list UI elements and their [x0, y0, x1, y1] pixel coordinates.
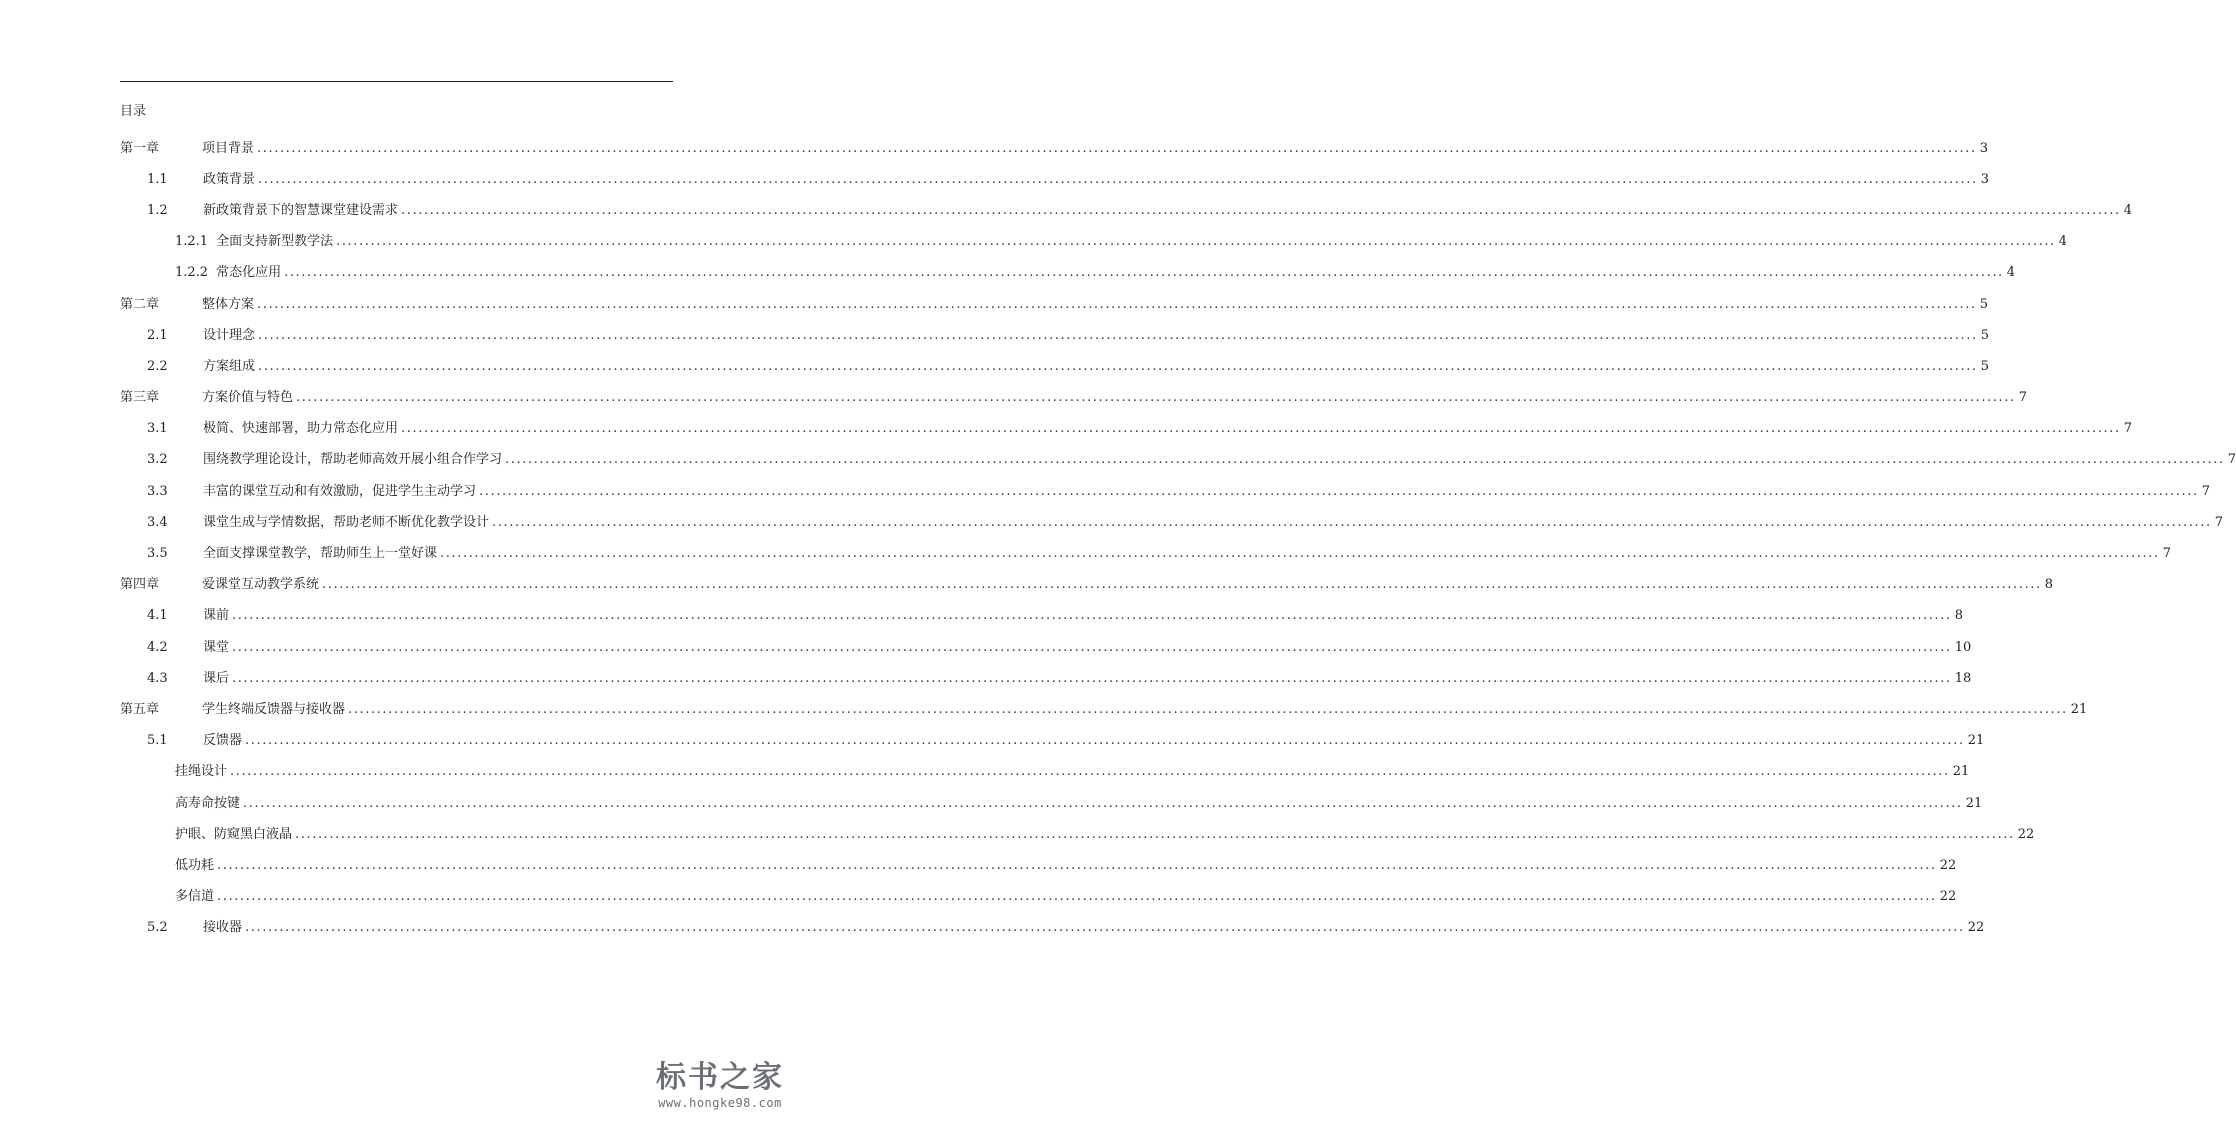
- toc-entry-title: 项目背景: [202, 140, 255, 156]
- toc-leader-dots: ............................................................................................................................................................................................................................................................................................................: [258, 171, 1978, 187]
- toc-entry-title: 政策背景: [203, 171, 256, 187]
- toc-entry-title: 设计理念: [203, 327, 256, 343]
- toc-entry-page: 7: [2214, 514, 2223, 530]
- toc-entry-title: 多信道: [175, 889, 215, 905]
- toc-entry-number: 2.1: [147, 327, 168, 343]
- toc-entry-title: 低功耗: [175, 857, 215, 873]
- toc-entry[interactable]: [120, 351, 1989, 382]
- header-rule: [120, 81, 673, 82]
- toc-entry[interactable]: [120, 819, 2035, 850]
- toc-entry[interactable]: [120, 227, 2068, 258]
- toc-entry[interactable]: [120, 258, 2016, 289]
- toc-leader-dots: ............................................................................................................................................................................................................................................................................................................: [440, 546, 2160, 562]
- toc-entry[interactable]: [120, 882, 1957, 913]
- toc-entry-title: 爱课堂互动教学系统: [202, 577, 320, 593]
- toc-entry-title: 课堂: [203, 639, 230, 655]
- watermark-logo: [650, 1060, 790, 1110]
- toc-entry[interactable]: [120, 663, 1972, 694]
- toc-entry-page: 21: [1965, 795, 1983, 811]
- toc-entry-number: 4.1: [147, 608, 168, 624]
- toc-entry-page: 4: [2006, 265, 2016, 281]
- toc-entry-page: 8: [2044, 577, 2053, 593]
- toc-entry[interactable]: [120, 850, 1957, 881]
- toc-leader-dots: ............................................................................................................................................................................................................................................................................................................: [232, 608, 1952, 624]
- toc-entry-title: 全面支持新型教学法: [216, 234, 334, 250]
- toc-entry-title: 接收器: [203, 920, 243, 936]
- toc-entry-page: 21: [1952, 764, 1970, 780]
- toc-entry[interactable]: [120, 507, 2223, 538]
- toc-leader-dots: ............................................................................................................................................................................................................................................................................................................: [245, 920, 1965, 936]
- toc-entry-title: 护眼、防窥黑白液晶: [175, 826, 293, 842]
- toc-entry-number: 3.1: [147, 421, 168, 437]
- toc-entry-number: 第四章: [120, 577, 160, 593]
- toc-entry-page: 3: [1980, 171, 1989, 187]
- toc-entry-title: 课前: [203, 608, 230, 624]
- toc-entry-number: 3.3: [147, 483, 168, 499]
- toc-leader-dots: ............................................................................................................................................................................................................................................................................................................: [296, 390, 2016, 406]
- toc-entry-number: 3.4: [147, 514, 168, 530]
- toc-entry[interactable]: [120, 164, 1989, 195]
- toc-entry-page: 5: [1980, 327, 1989, 343]
- toc-entry-title: 学生终端反馈器与接收器: [202, 701, 346, 717]
- toc-leader-dots: ............................................................................................................................................................................................................................................................................................................: [258, 358, 1978, 374]
- toc-entry[interactable]: [120, 476, 2210, 507]
- toc-leader-dots: ............................................................................................................................................................................................................................................................................................................: [348, 701, 2068, 717]
- toc-entry[interactable]: [120, 570, 2053, 601]
- logo-name: 标书之家: [656, 1060, 784, 1095]
- table-of-contents: [120, 133, 2236, 944]
- toc-entry[interactable]: [120, 913, 1985, 944]
- toc-entry-page: 22: [1939, 889, 1957, 905]
- toc-entry-title: 整体方案: [202, 296, 255, 312]
- toc-entry-page: 21: [2070, 701, 2088, 717]
- toc-entry-title: 围绕教学理论设计，帮助老师高效开展小组合作学习: [203, 452, 503, 468]
- toc-entry-title: 挂绳设计: [175, 764, 228, 780]
- toc-entry-page: 5: [1979, 296, 1988, 312]
- toc-entry-page: 7: [2123, 421, 2132, 437]
- toc-leader-dots: ............................................................................................................................................................................................................................................................................................................: [284, 265, 2004, 281]
- toc-leader-dots: ............................................................................................................................................................................................................................................................................................................: [492, 514, 2212, 530]
- toc-leader-dots: ............................................................................................................................................................................................................................................................................................................: [217, 857, 1937, 873]
- toc-entry[interactable]: [120, 414, 2132, 445]
- toc-entry-number: 4.3: [147, 670, 168, 686]
- toc-leader-dots: ............................................................................................................................................................................................................................................................................................................: [232, 639, 1952, 655]
- toc-leader-dots: ............................................................................................................................................................................................................................................................................................................: [505, 452, 2225, 468]
- toc-entry-number: 1.2.1: [175, 234, 209, 250]
- toc-entry-page: 22: [1967, 920, 1985, 936]
- toc-entry-title: 方案组成: [203, 358, 256, 374]
- toc-entry-page: 4: [2058, 234, 2068, 250]
- toc-entry-page: 7: [2227, 452, 2236, 468]
- toc-leader-dots: ............................................................................................................................................................................................................................................................................................................: [257, 140, 1977, 156]
- toc-entry[interactable]: [120, 445, 2236, 476]
- toc-leader-dots: ............................................................................................................................................................................................................................................................................................................: [243, 795, 1963, 811]
- toc-entry-page: 21: [1967, 733, 1985, 749]
- toc-entry-number: 5.2: [147, 920, 168, 936]
- toc-leader-dots: ............................................................................................................................................................................................................................................................................................................: [217, 889, 1937, 905]
- toc-entry[interactable]: [120, 538, 2171, 569]
- toc-entry-page: 5: [1980, 358, 1989, 374]
- toc-leader-dots: ............................................................................................................................................................................................................................................................................................................: [230, 764, 1950, 780]
- toc-heading: 目录: [120, 104, 147, 119]
- toc-leader-dots: ............................................................................................................................................................................................................................................................................................................: [257, 296, 1977, 312]
- toc-entry[interactable]: [120, 757, 1970, 788]
- toc-entry-page: 4: [2123, 202, 2132, 218]
- toc-entry-page: 7: [2162, 546, 2171, 562]
- toc-entry-number: 1.2.2: [175, 265, 209, 281]
- toc-leader-dots: ............................................................................................................................................................................................................................................................................................................: [336, 234, 2056, 250]
- logo-url: www.hongke98.com: [658, 1096, 782, 1110]
- toc-entry-number: 第二章: [120, 296, 160, 312]
- toc-entry-page: 18: [1954, 670, 1972, 686]
- toc-entry-page: 22: [2017, 826, 2035, 842]
- toc-entry-title: 反馈器: [203, 733, 243, 749]
- toc-entry-title: 课堂生成与学情数据，帮助老师不断优化教学设计: [203, 514, 490, 530]
- toc-entry[interactable]: [120, 133, 1988, 164]
- toc-entry-number: 1.1: [147, 171, 168, 187]
- toc-entry-number: 第三章: [120, 390, 160, 406]
- toc-entry-page: 7: [2018, 390, 2027, 406]
- toc-leader-dots: ............................................................................................................................................................................................................................................................................................................: [479, 483, 2199, 499]
- toc-leader-dots: ............................................................................................................................................................................................................................................................................................................: [401, 421, 2121, 437]
- toc-entry-page: 22: [1939, 857, 1957, 873]
- toc-entry[interactable]: [120, 632, 1972, 663]
- toc-leader-dots: ............................................................................................................................................................................................................................................................................................................: [295, 826, 2015, 842]
- toc-entry-number: 3.2: [147, 452, 168, 468]
- toc-entry-title: 常态化应用: [216, 265, 282, 281]
- toc-leader-dots: ............................................................................................................................................................................................................................................................................................................: [258, 327, 1978, 343]
- toc-entry[interactable]: [120, 788, 1983, 819]
- toc-entry[interactable]: [120, 694, 2088, 725]
- toc-entry-title: 丰富的课堂互动和有效激励，促进学生主动学习: [203, 483, 477, 499]
- toc-entry-number: 4.2: [147, 639, 168, 655]
- toc-entry-title: 方案价值与特色: [202, 390, 294, 406]
- toc-entry-title: 全面支撑课堂教学，帮助师生上一堂好课: [203, 546, 438, 562]
- toc-entry[interactable]: [120, 383, 2027, 414]
- toc-entry[interactable]: [120, 726, 1985, 757]
- toc-entry[interactable]: [120, 195, 2132, 226]
- toc-leader-dots: ............................................................................................................................................................................................................................................................................................................: [401, 202, 2121, 218]
- toc-entry-number: 3.5: [147, 546, 168, 562]
- toc-entry-title: 高寿命按键: [175, 795, 241, 811]
- toc-entry-page: 10: [1954, 639, 1972, 655]
- toc-entry[interactable]: [120, 320, 1989, 351]
- toc-entry-number: 5.1: [147, 733, 168, 749]
- toc-leader-dots: ............................................................................................................................................................................................................................................................................................................: [232, 670, 1952, 686]
- toc-entry-title: 新政策背景下的智慧课堂建设需求: [203, 202, 399, 218]
- toc-entry-number: 第一章: [120, 140, 160, 156]
- toc-entry-page: 7: [2201, 483, 2210, 499]
- toc-entry-number: 第五章: [120, 701, 160, 717]
- toc-entry[interactable]: [120, 601, 1963, 632]
- toc-entry-page: 3: [1979, 140, 1988, 156]
- toc-leader-dots: ............................................................................................................................................................................................................................................................................................................: [245, 733, 1965, 749]
- toc-entry-title: 课后: [203, 670, 230, 686]
- toc-entry-page: 8: [1954, 608, 1963, 624]
- toc-entry-number: 1.2: [147, 202, 168, 218]
- toc-entry-number: 2.2: [147, 358, 168, 374]
- toc-entry-title: 极简、快速部署，助力常态化应用: [203, 421, 399, 437]
- toc-leader-dots: ............................................................................................................................................................................................................................................................................................................: [322, 577, 2042, 593]
- toc-entry[interactable]: [120, 289, 1988, 320]
